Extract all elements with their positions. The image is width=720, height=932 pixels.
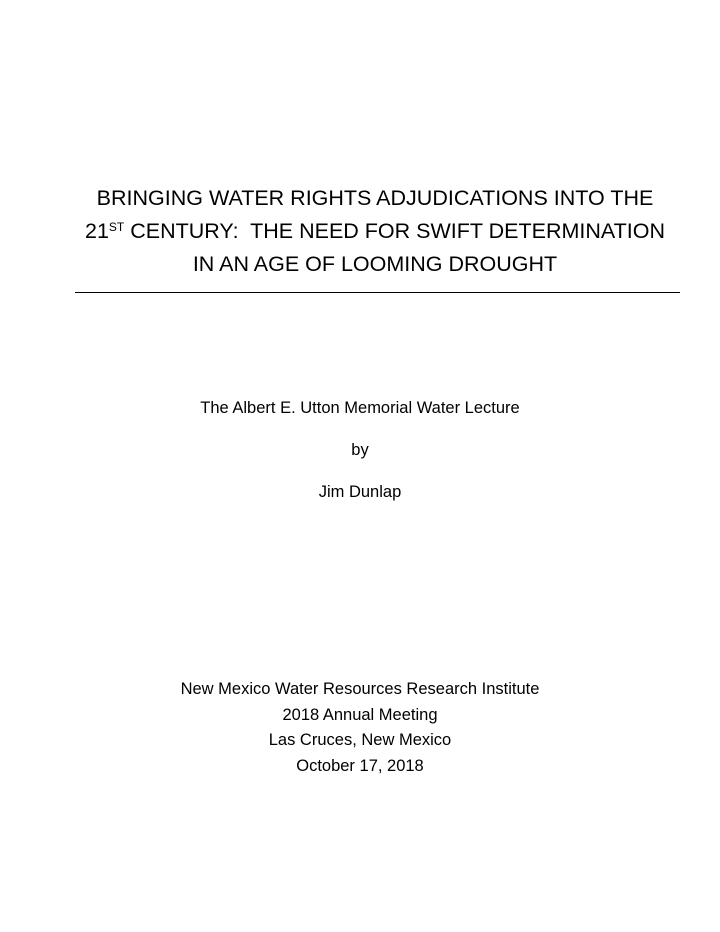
document-title xyxy=(70,182,680,281)
venue-date: October 17, 2018 xyxy=(296,756,424,775)
title-line-2 xyxy=(70,215,680,248)
author-name: Jim Dunlap xyxy=(318,483,402,501)
venue-block xyxy=(0,677,720,779)
venue-location: Las Cruces, New Mexico xyxy=(268,731,452,749)
title-line-3: IN AN AGE OF LOOMING DROUGHT xyxy=(192,252,558,276)
title-line-2-rest: CENTURY: THE NEED FOR SWIFT DETERMINATION xyxy=(124,219,665,243)
title-superscript: ST xyxy=(108,219,125,234)
title-underline-rule xyxy=(75,292,680,293)
by-label: by xyxy=(351,441,369,459)
venue-meeting: 2018 Annual Meeting xyxy=(282,705,438,724)
venue-institute: New Mexico Water Resources Research Institute xyxy=(180,680,540,698)
title-line-1: BRINGING WATER RIGHTS ADJUDICATIONS INTO THE xyxy=(96,186,654,210)
title-line-2-prefix: 21 xyxy=(85,219,109,243)
lecture-name: The Albert E. Utton Memorial Water Lecture xyxy=(200,399,520,417)
